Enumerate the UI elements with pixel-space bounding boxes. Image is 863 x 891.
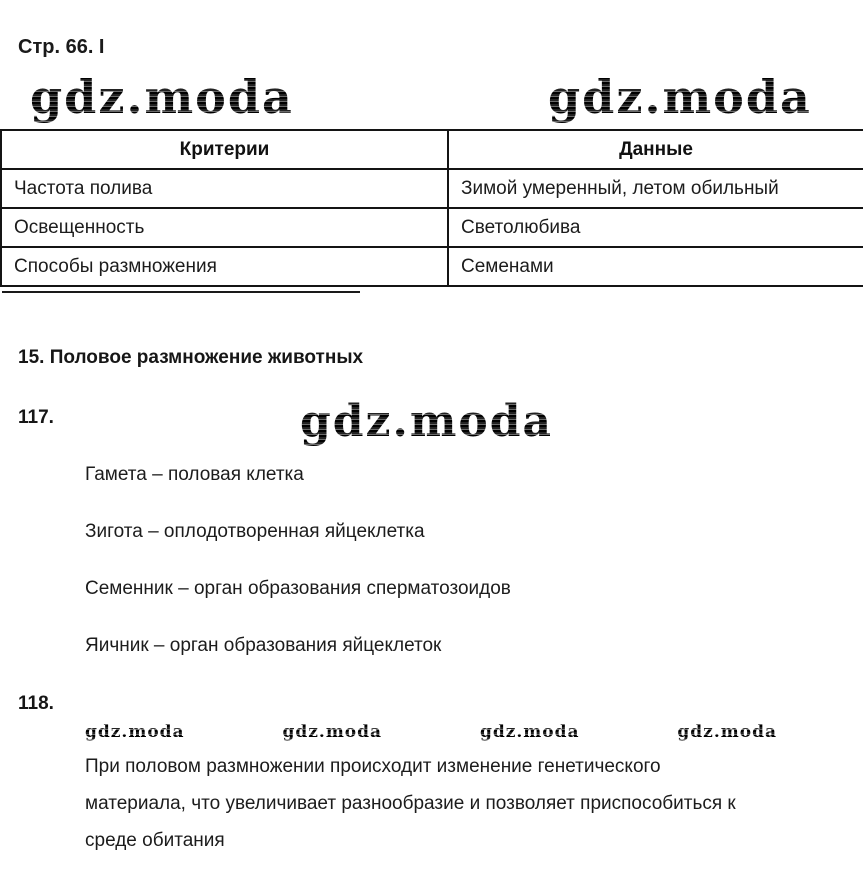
table-cell-criterion: Освещенность bbox=[1, 208, 448, 247]
table-header-criteria: Критерии bbox=[1, 130, 448, 169]
answer-line: материала, что увеличивает разнообразие и позволяет приспособиться к bbox=[85, 793, 736, 814]
watermark-middle: gdz.moda bbox=[300, 396, 554, 447]
definitions-list bbox=[85, 463, 511, 691]
answer-line: среде обитания bbox=[85, 830, 225, 851]
answer-line: При половом размножении происходит изменение генетического bbox=[85, 756, 661, 777]
table-cell-value: Светолюбива bbox=[448, 208, 863, 247]
task-number-117: 117. bbox=[18, 407, 54, 428]
table-cell-criterion: Частота полива bbox=[1, 169, 448, 208]
table-cell-value: Семенами bbox=[448, 247, 863, 286]
table-header-data: Данные bbox=[448, 130, 863, 169]
table-row bbox=[1, 247, 863, 286]
answer-118-text bbox=[85, 748, 825, 859]
definition-line: Гамета – половая клетка bbox=[85, 464, 304, 485]
table-row bbox=[1, 208, 863, 247]
task-number-118: 118. bbox=[18, 693, 54, 714]
watermark-small: gdz.moda bbox=[282, 722, 383, 742]
section-heading: 15. Половое размножение животных bbox=[18, 347, 364, 368]
table-row bbox=[1, 169, 863, 208]
table-bottom-rule bbox=[2, 291, 360, 293]
table-cell-criterion: Способы размножения bbox=[1, 247, 448, 286]
criteria-table bbox=[0, 129, 863, 287]
watermark-top-right: gdz.moda bbox=[548, 70, 812, 124]
definition-line: Семенник – орган образования сперматозоидов bbox=[85, 578, 511, 599]
watermark-small-row bbox=[85, 722, 777, 742]
page-heading: Стр. 66. I bbox=[18, 36, 105, 58]
definition-line: Яичник – орган образования яйцеклеток bbox=[85, 635, 442, 656]
table-cell-value: Зимой умеренный, летом обильный bbox=[448, 169, 863, 208]
watermark-small: gdz.moda bbox=[85, 722, 185, 742]
definition-line: Зигота – оплодотворенная яйцеклетка bbox=[85, 521, 425, 542]
watermark-small: gdz.moda bbox=[479, 722, 580, 742]
watermark-top-left: gdz.moda bbox=[30, 70, 294, 124]
table-header-row bbox=[1, 130, 863, 169]
watermark-small: gdz.moda bbox=[677, 722, 777, 742]
